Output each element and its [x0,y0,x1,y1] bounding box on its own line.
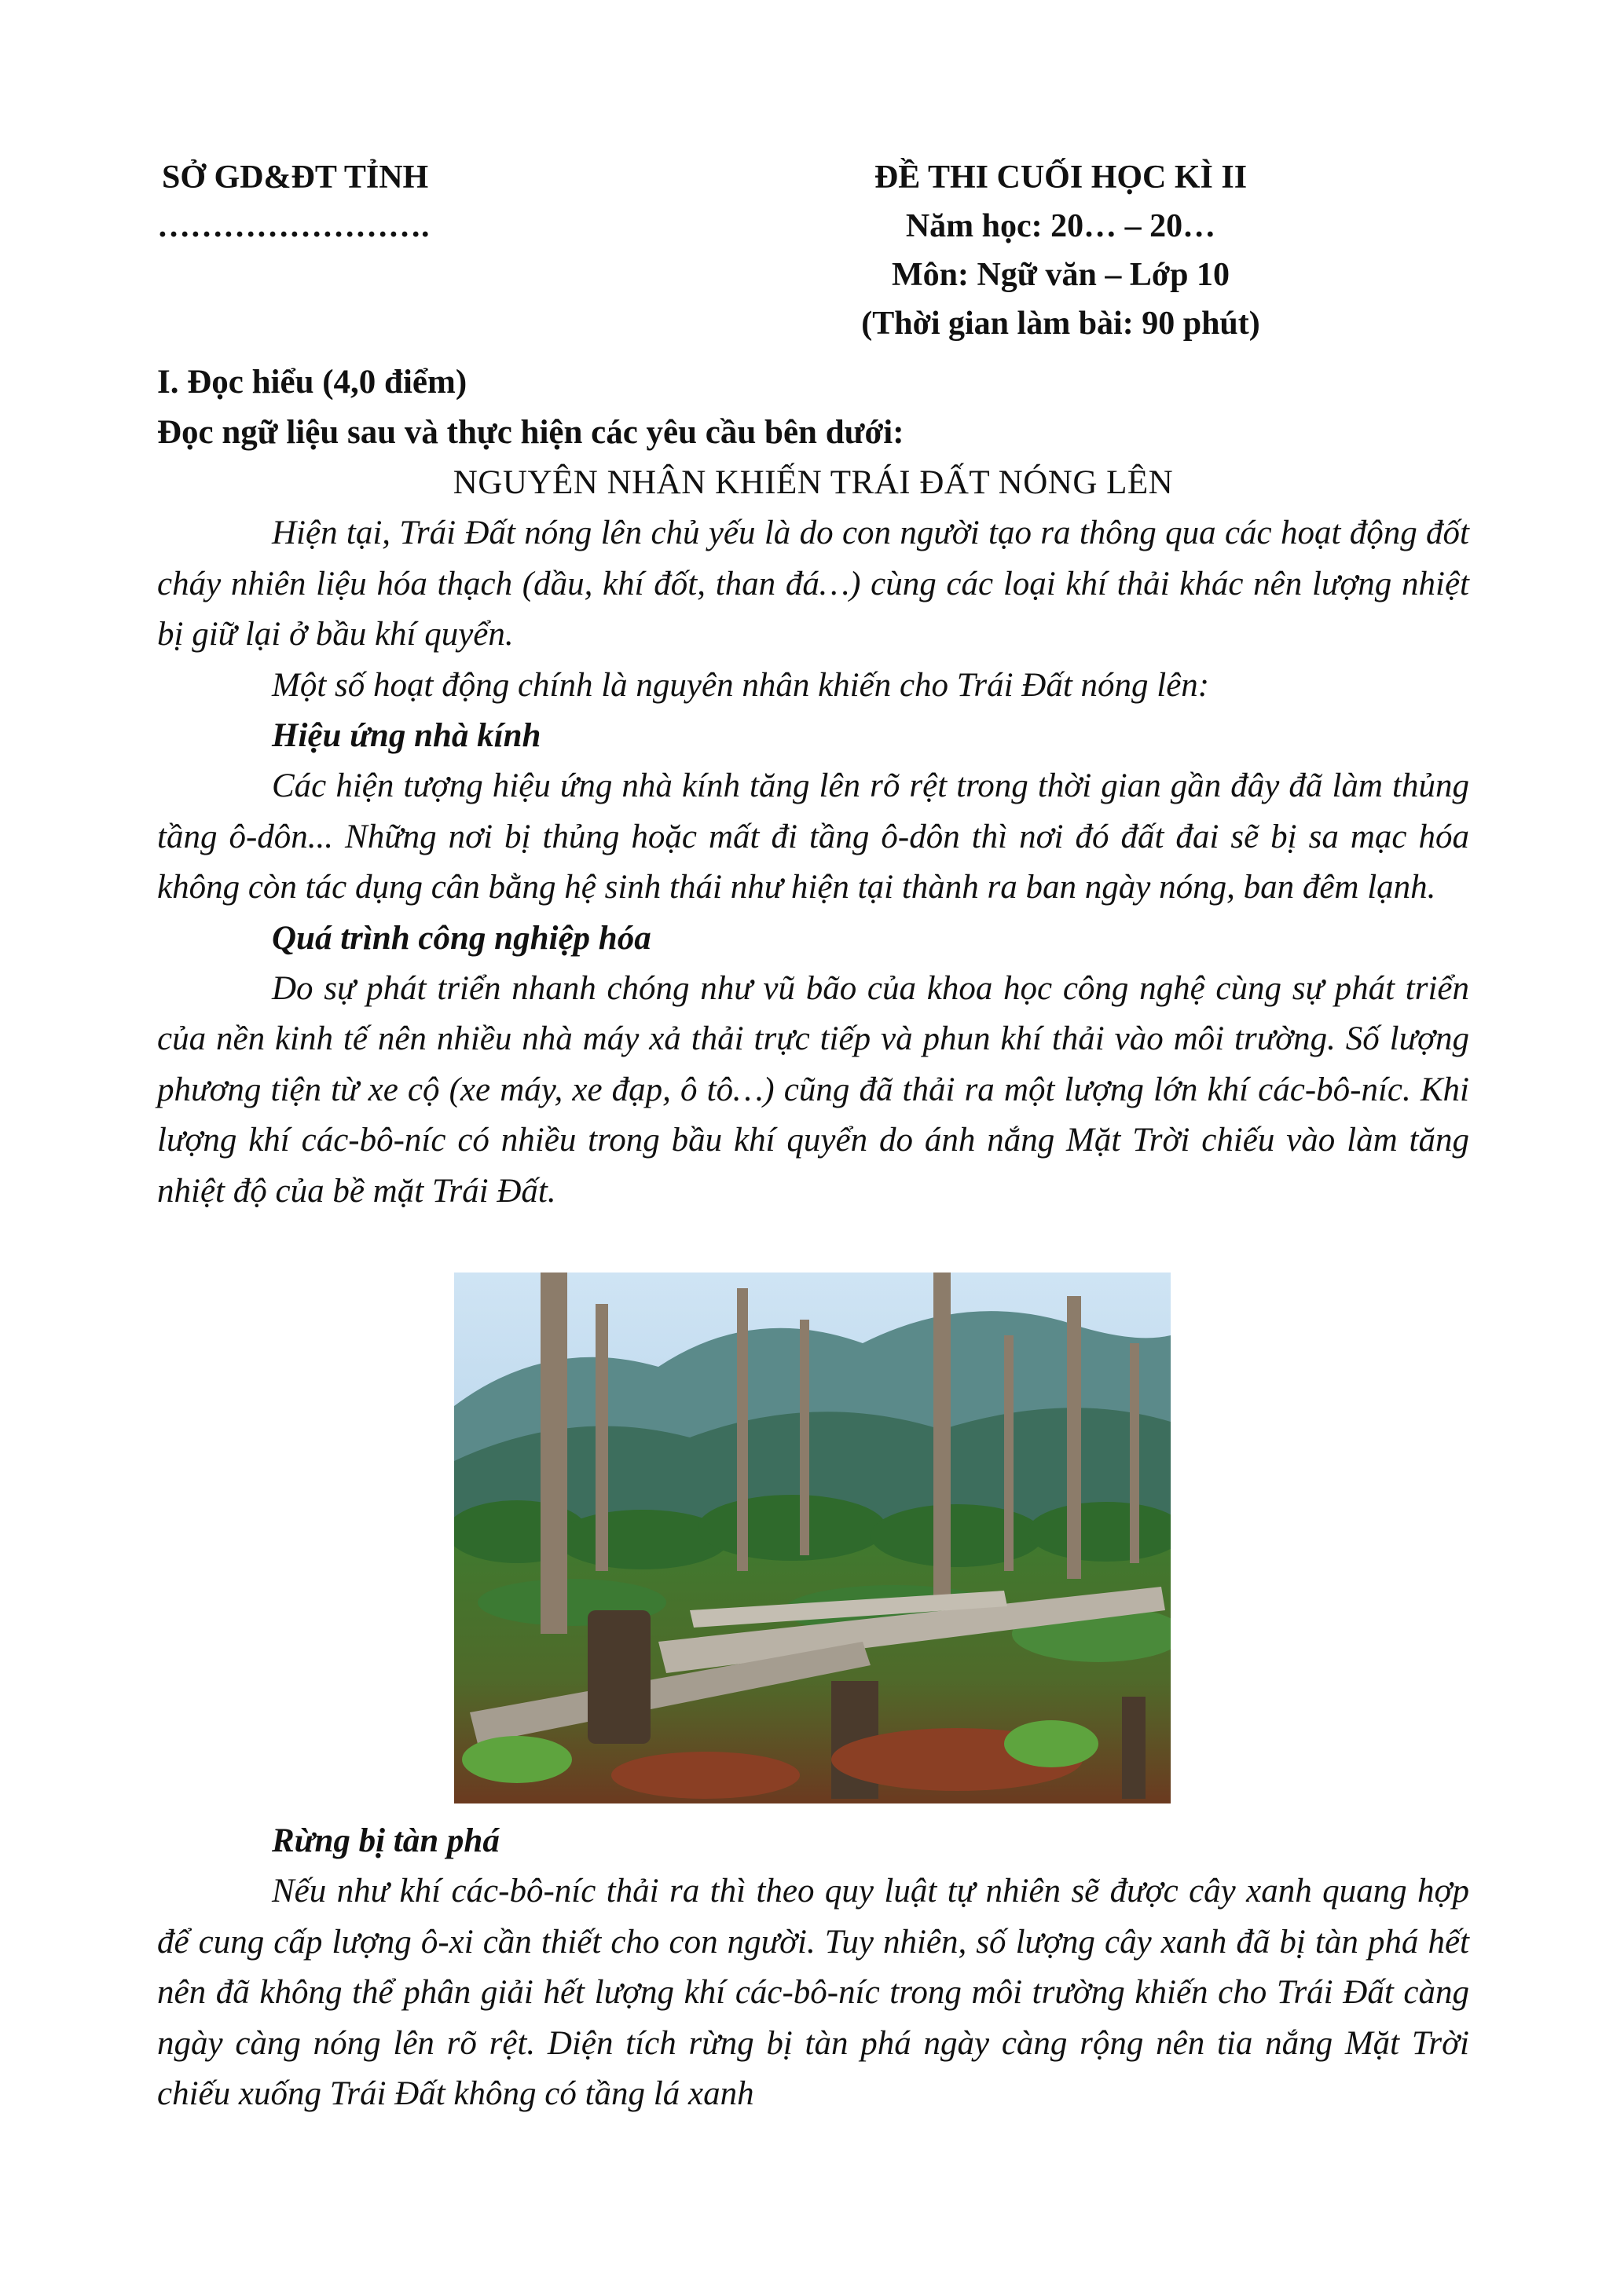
forest-heading: Rừng bị tàn phá [272,1822,500,1859]
passage-lead: Một số hoạt động chính là nguyên nhân khiến cho Trái Đất nóng lên: [272,666,1210,704]
school-year: Năm học: 20… – 20… [905,208,1216,244]
header-left [157,153,566,251]
deforestation-photo [454,1273,1171,1803]
header-right [809,153,1312,348]
document-body [157,357,1469,1217]
passage-title: NGUYÊN NHÂN KHIẾN TRÁI ĐẤT NÓNG LÊN [453,464,1174,501]
section-heading: I. Đọc hiểu (4,0 điểm) [157,364,467,401]
greenhouse-text: Các hiện tượng hiệu ứng nhà kính tăng lên rõ rệt trong thời gian gần đây đã làm thủng tầng ô-dôn... Những nơi bị thủng hoặc mất đi tầng ô-dôn thì nơi đó đất đai sẽ bị sa mạc hóa không còn tác dụng cân bằng hệ sinh thái như hiện tại thành ra ban ngày nóng, ban đêm lạnh. [157,767,1469,906]
greenhouse-heading: Hiệu ứng nhà kính [272,717,541,754]
subject-line: Môn: Ngữ văn – Lớp 10 [891,257,1230,293]
document-body-continued [157,1816,1469,2120]
section-instruction: Đọc ngữ liệu sau và thực hiện các yêu cầu bên dưới: [157,414,904,451]
exam-title: ĐỀ THI CUỐI HỌC KÌ II [874,159,1248,196]
passage-intro: Hiện tại, Trái Đất nóng lên chủ yếu là do con người tạo ra thông qua các hoạt động đốt cháy nhiên liệu hóa thạch (dầu, khí đốt, than đá…) cùng các loại khí thải khác nên lượng nhiệt bị giữ lại ở bầu khí quyển. [157,514,1469,653]
industrial-heading: Quá trình công nghiệp hóa [272,919,651,957]
department-name: SỞ GD&ĐT TỈNH [162,159,429,196]
industrial-text: Do sự phát triển nhanh chóng như vũ bão của khoa học công nghệ cùng sự phát triển của nền kinh tế nên nhiều nhà máy xả thải trực tiếp và phun khí thải vào môi trường. Số lượng phương tiện từ xe cộ (xe máy, xe đạp, ô tô…) cũng đã thải ra một lượng lớn khí các-bô-níc. Khi lượng khí các-bô-níc có nhiều trong bầu khí quyển do ánh nắng Mặt Trời chiếu vào làm tăng nhiệt độ của bề mặt Trái Đất. [157,969,1469,1210]
department-dots: ……………………. [157,208,430,244]
exam-duration: (Thời gian làm bài: 90 phút) [861,306,1260,342]
forest-text: Nếu như khí các-bô-níc thải ra thì theo quy luật tự nhiên sẽ được cây xanh quang hợp để cung cấp lượng ô-xi cần thiết cho con người. Tuy nhiên, số lượng cây xanh đã bị tàn phá hết nên đã không thể phân giải hết lượng khí các-bô-níc trong môi trường khiến cho Trái Đất càng ngày càng nóng lên rõ rệt. Diện tích rừng bị tàn phá ngày càng rộng nên tia nắng Mặt Trời chiếu xuống Trái Đất không có tầng lá xanh [157,1873,1469,2112]
